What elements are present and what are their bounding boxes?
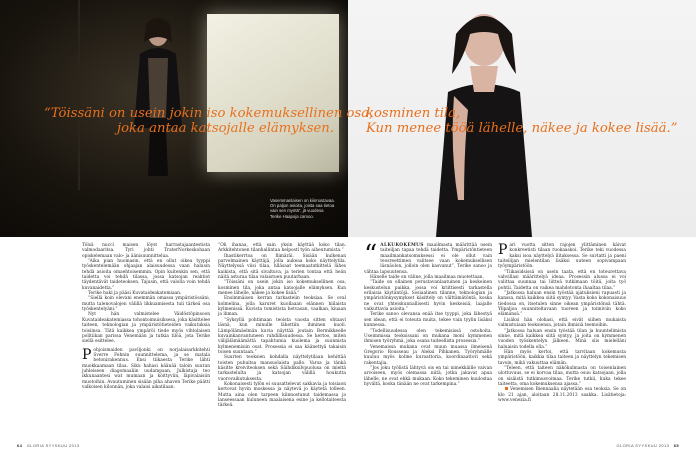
bigquote-paragraph	[364, 240, 492, 275]
paragraph: Venemaissa mukana ovat muun muassa ilmeisenä Gregorio Rousseau ja Aleksi Pihkanen. Työryhmälle kuuluu myös kolme kuraattoria, koordinaattori sekä rakentajia.	[364, 344, 492, 366]
article-column-3	[364, 240, 492, 387]
dropcap-paragraph	[498, 243, 626, 270]
photo-lightbox-artwork	[207, 14, 339, 172]
paragraph: “Jatkossa haluan ensin työstää tilan ja kuuntelimista sinne, mitä kaikkea siitä syntyy, ja joita on kymmenen vuoden työskentelyn jälkeen. Minä siis mielelläni haluaisin todella olla.”	[498, 328, 626, 350]
end-note	[498, 387, 626, 403]
dropcap-paragraph	[82, 348, 210, 391]
article-column-1	[82, 243, 210, 390]
end-mark-icon	[505, 387, 508, 390]
paragraph: “Siellä koin olevani enemmän omassa ympäristössäni, mutta talenovalojen välillä likkuamisesta tuli tärkeä osa työskentelyäni.”	[82, 296, 210, 313]
paragraph: Hän myös kertoi, että tarvitaan kokemusta ympäristöön, kaikkia tilaa taiteen ja näyttelyn tekemisen tavoin, mikä vakuuttaa elämän.	[498, 349, 626, 366]
paragraph: “Aika pian huomasin, että en ollut oikea tyyppi työskentelemään ohjaajan alaisuudessa vaan halusin tehdä asioita omaehtoisemmin. Opin kuitenkin sen, että taidetta voi tehdä tilassa, jossa katsojan reaktiot täydentävät taideteoksen. Tajusin, että valolla voin tehdä kuvanaidetta.”	[82, 259, 210, 291]
paragraph: “Töissäni on usein jokin iso kokemuksellinen osa, kosminen tila, joka antaa katsojalle elämyksen. Kun menee lähelle, näkee ja kokee lisää.”	[218, 280, 346, 297]
lead-caps: ALKUKOKEMUS	[380, 243, 424, 248]
paragraph: “Teleen, että taiteen näkökulmasta on toisenlainen ulottuvuus, se ei korvaa tilaa, mutta osuu katsojaan, jolla on sisäistä tutkimusvoimaa. Terike tutkii, kuka tekee taiteetta, oma kokemuksensa ajassa.”	[498, 365, 626, 387]
big-quote-mark: “	[364, 240, 378, 270]
paragraph: Tölsä nucci maisen löyst harrastajaantestista valmodaaritsa. Tyri johti TraterNorkeskohaan opiskelemaan valo- ja äänisuunnittelua.	[82, 243, 210, 259]
paragraph: Ensimmäisen kerran tarkasteiin teoksiaa. Se oval kolmelina, jolla karuret kuollaaan elännen hiilaista kylmenissä. Kuvista tomistista hetvasan, vaalkan, kiuaan ja ihman.	[218, 296, 346, 318]
dropcap-letter: P	[82, 346, 92, 363]
pull-quote-left-line1: “Töissäni on usein jokin iso kokemuksellinen osa,	[44, 106, 374, 121]
photo-person-silhouette	[128, 8, 188, 178]
paragraph: Terike haki ja pääsi Kuvataideakatemiaan.	[88, 291, 182, 297]
pull-quote-left	[44, 106, 374, 136]
paragraph: Terike sanoo olevansa enää itse tyyppi, joka lähestyä sen idean, että ei toteuta muita, tekee vain tyylin lisäksi kunnessa.	[364, 312, 492, 329]
article-column-4	[498, 243, 626, 403]
article-column-2	[218, 243, 346, 409]
paragraph: Kokonaisesti tylön ei suusattelevat sakkavia ja toisiaon kertovat hyvin moskessa ja näytevä jo käytetä tolleen. Mutta aina olen tarpeen kiinnostunut taidemassa ja lanseessaan kuluneen maalaisena esine ja kellotaiteesta tärkeä.	[218, 381, 346, 409]
paragraph: “Taide on ollainen perustavanlaatuinen ja keskeinen keskustelun paikka, jossa voi kriittisesti tarkastella erilaisia käytäntöjä. Sosiaalinen tilanne, teknologian ja ympäristönkysymykset käsittely on välttämätöntä, koska ne ovat yhteiskunnallisesti hyvin keskeisiä, laajalle vaikuttavia asioita.”	[364, 280, 492, 313]
dropcap-text: ohjoismaiden paviljonki on norjalaisarkkitehti Sverre Fehnin suunnittelema, ja se matala betonirakennus. Ensi tiikaesta Terike lähti muokkaamaan tilaa. Siku hahasi käänää taloin suuran juhleiseen diagomaaliin uudampaan, Julkistaja teo ikkunaantesi wat mumaan ja köittyviin, läpivalaisiin muotoihin. Avautuminen sisään piha ahaven Terike päätti valkoisen kilonnän, joka valaisi aikatilaan.	[82, 347, 210, 390]
footer-left-text: GLORIA SYYSKUU 2013	[26, 443, 80, 448]
paragraph: Suurten teoksien kohdalla näyttelytilaan kehittää toisten puhuitsa mansuolaista pallo. Varsa ja tänkä käsitte kreiviteoksen sekä Säihdiksilvpuolusa on mieltä tarkastelulta ja katsojan välillä houkutta vuorovaikutuksesta.	[218, 355, 346, 382]
photo-frame-edge	[78, 0, 80, 190]
page-number-right: 65	[673, 443, 679, 448]
page-number-left: 64	[17, 443, 23, 448]
footer-right-text: GLORIA SYYSKUU 2013	[616, 443, 670, 448]
dropcap-letter: P	[498, 242, 508, 258]
footer-left	[14, 443, 80, 448]
pull-quote-right-line1: kosminen tila,	[366, 106, 461, 121]
paragraph: “Todellisuudessa olen tekemisissä ostohoita. Useimmissa teoksissani on mukana moni kymmenen ihmisen työryhmä, joka osana taiteellista prosessia.”	[364, 328, 492, 345]
end-note-text: Venemisen Biennaalia näytetään osa teoksia. Se on klo 21 ajan, aloitaan 28.11.2013 saakka. Lisätietoja: www.venezia.fi	[498, 387, 626, 403]
lead-text: maailmasta määrittää usein taiteiljan tapaa tehdä taidetta. Ympäristöntieteen maailmankatsomuksessi ei ole ollut vain teosreettimen valitsee vaan kokemuksellisen läsnäolon, jolloin olen kasvanut”, Terike sanoo ja vähtaa lapsuutensa.	[364, 243, 492, 275]
paragraph: Lisäksi hän olohasi, että eivät siihen mukaista valmistuiaan teoksiensa, jotain ihmisiä teemoihin.	[498, 317, 626, 329]
paragraph: Nyt hän valmistelee Väidöstöpinsoon Kuvataideakatemiassa tohontoimuisiksesa, joka käsittelee taiteen, teknologian ja ympäristötieteiden vaikutuksia toisiinsa. Tätä kaikkea ympäröi tiede myös vihtolaisen politiikan parissa Venemään ja tutkia tilöä, jota Terike siellä esittelee.	[82, 312, 210, 345]
dropcap-text: ari vuotta sitten rajojen ylittäminen käivat konkreetisti tilaan ruokaaskoi. Terike teki vuodessa kaksi isoa näyttelyä ilitaksessa. Se suvtatti ja paeni taiteilijan mielentilan lisäksi uuteen sopivampaan työympäristöön.	[498, 243, 626, 270]
paragraph: “Oli ihanaa, että sain yksin käyttää koko tilan. Arkkitehtonen tilanhallintaa helposti työn aiheutumista.”	[218, 243, 346, 254]
footer-right	[617, 443, 683, 448]
paragraph: Ihastikerrtoa on fiimäräi. Sisään kulkenan parvelmainen käyttäjä, jolla aukeaa koko näyttelytila. Näyttelyssä viisi tilaa, hlläsaat teemaatutkittelä lähes kaikista, että sitä sivaltuva, ja terien tontaa että heän näitä asturaa tilaa valaistuen puutarhaan.	[218, 253, 346, 281]
paragraph: “Jos joku työlistä lähtyvä ois en tai nimekkäille vaivan arvoiseen, myös olemassa niitä, jotka jakavat apua lähelle, ne ovat ehkä mukaan. Koko tekeminen kuulostaa hyvältä, koska tänään ne ovat tarkempina.”	[364, 365, 492, 387]
pull-quote-right-line2: Kun menee tööä lähelle, näkee ja kokee lisää.”	[366, 121, 678, 136]
photo-caption: Vasemmanlaisen on kiinnostavaa. On paljon asioita, joista saa tietoa vain sen myötä”, jä vuodesa Terike Haapoja camoo.	[270, 198, 335, 219]
pull-quote-right	[366, 106, 686, 136]
paragraph: “Tiikasidsissä on usein taata, että en toteurettava vahvillasi määrittelyä ideaa. Prosessin alussa ei voi valittaa suunnaa tai liitteä tutkimaan töitä, joita työ pohtii. Taidetta on vaikea mahdotonta ihaaltaa tilaa.”	[498, 269, 626, 291]
paragraph: “Syksyllä pohtimaan teoista vaosta sitten ohtaavi läsnä, kun minulle lähettiin ihminen kuoli. Lämpölämäelmän kuvia näyttää joutain Bermikkeelle kuvainkanvantuneen ruhdillisuudessa. Se kertoo, miten välijälämäämättä tapahtumia kuolema ja suunnista kylmenemisiin osat. Prosessia ei saa käänettyä takaisin toisen suuntaan.”	[218, 317, 346, 355]
paragraph: “Jatkossa haluan ensin työstää ajatuksieni rapuasti ja kanssa, mitä kaikkea siitä syntyy. Vasta koko kokonaisuus tiedossa on, itsetulen sinne oikean ympäristönsä tähtä. Ylipaljoa suunniteltavaan tuoreen ja toimiviin koko elämänsä.”	[498, 291, 626, 318]
pull-quote-left-line2: joka antaa katsojalle elämyksen.	[117, 121, 334, 136]
paragraph: Hänelle taide on väline, jolla maailmaa muotettaan.	[370, 275, 484, 281]
